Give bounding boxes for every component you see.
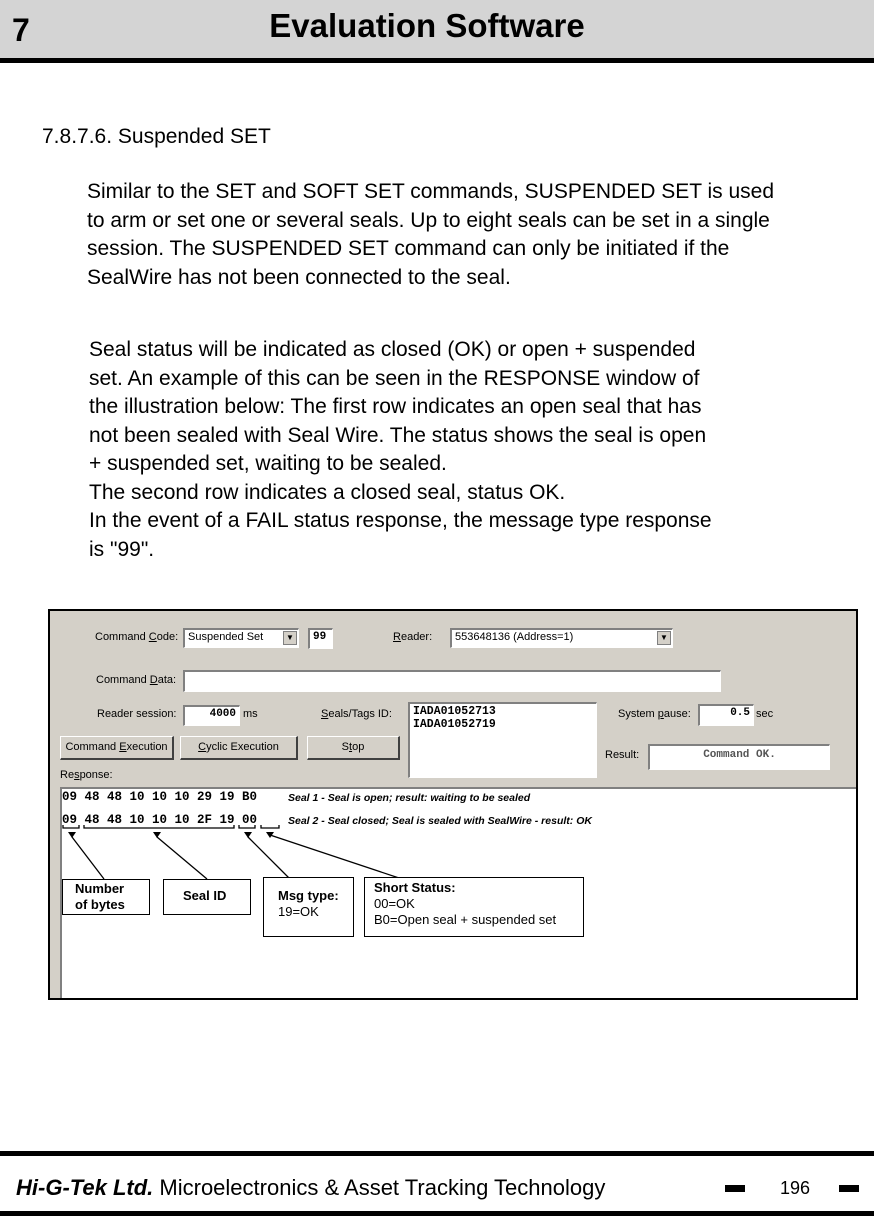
- paragraph-line: set. An example of this can be seen in the RESPONSE window of: [89, 366, 700, 390]
- command-data-label: Command Data:: [96, 674, 177, 686]
- command-data-input[interactable]: [183, 670, 721, 692]
- arrow-bytes: [72, 837, 104, 879]
- callout-text: B0=Open seal + suspended set: [374, 912, 557, 927]
- callout-text: 00=OK: [374, 896, 415, 911]
- response-row-1-comment: Seal 1 - Seal is open; result: waiting to be sealed: [288, 792, 531, 804]
- callout-text: of bytes: [75, 897, 125, 912]
- reader-session-label: Reader session:: [97, 708, 177, 720]
- arrowhead-icon: [244, 832, 252, 838]
- stop-button[interactable]: Stop: [307, 736, 400, 760]
- callout-short-status: [364, 877, 584, 937]
- footer-dash-icon: [725, 1185, 745, 1192]
- company-tagline: Microelectronics & Asset Tracking Technology: [153, 1175, 606, 1200]
- paragraph-status: [89, 336, 849, 564]
- paragraph-line: the illustration below: The first row indicates an open seal that has: [89, 395, 702, 418]
- response-window[interactable]: [60, 787, 858, 999]
- footer-rule-top: [0, 1151, 874, 1156]
- arrowhead-icon: [266, 832, 274, 838]
- footer-text: [16, 1175, 605, 1201]
- arrow-msg-type: [248, 837, 290, 879]
- callout-text: Number: [75, 881, 125, 896]
- cyclic-execution-button[interactable]: Cyclic Execution: [180, 736, 298, 760]
- chapter-number: 7: [12, 12, 30, 48]
- response-row-1: 09 48 48 10 10 10 29 19 B0: [62, 790, 258, 804]
- reader-session-unit: ms: [243, 708, 258, 720]
- header-rule: [0, 58, 874, 63]
- arrow-seal-id: [157, 837, 207, 879]
- reader-label: Reader:: [393, 631, 433, 643]
- paragraph-line: The second row indicates a closed seal, status OK.: [89, 480, 566, 504]
- paragraph-line: is "99".: [89, 537, 155, 561]
- result-label: Result:: [605, 749, 640, 761]
- command-code-select[interactable]: Suspended Set ▼: [183, 628, 299, 648]
- chevron-down-icon[interactable]: ▼: [283, 631, 297, 645]
- footer-dash-icon: [839, 1185, 859, 1192]
- callout-msg-type: [263, 877, 354, 937]
- bracket-msg-type: [239, 825, 255, 828]
- reader-session-input[interactable]: 4000: [183, 705, 240, 726]
- callout-text: Msg type:: [278, 888, 339, 903]
- chapter-header: [0, 0, 874, 58]
- bracket-bytes: [63, 825, 79, 828]
- callout-seal-id: Seal ID: [163, 879, 251, 915]
- reader-select[interactable]: 553648136 (Address=1) ▼: [450, 628, 673, 648]
- company-name: Hi-G-Tek Ltd.: [16, 1175, 154, 1200]
- paragraph-line: not been sealed with Seal Wire. The status shows the seal is open: [89, 423, 707, 447]
- callout-number-of-bytes: [62, 879, 150, 915]
- arrowhead-icon: [68, 832, 76, 838]
- bracket-status: [261, 825, 279, 828]
- paragraph-intro: Similar to the SET and SOFT SET commands, SUSPENDED SET is used to arm or set one or several seals. Up to eight seals can be set in a single session. The SUSPENDED SET command can only be initiated if the SealWire has not been connected to the seal.: [87, 180, 775, 289]
- command-number-field[interactable]: 99: [308, 628, 333, 649]
- command-execution-button[interactable]: Command Execution: [60, 736, 174, 760]
- system-pause-label: System pause:: [618, 708, 691, 720]
- system-pause-input[interactable]: 0.5: [698, 704, 754, 726]
- chevron-down-icon[interactable]: ▼: [657, 631, 671, 645]
- seal-id-entry: IADA01052719: [413, 718, 496, 731]
- seal-id-entry: IADA01052713: [413, 705, 496, 718]
- seals-tags-label: Seals/Tags ID:: [321, 708, 392, 720]
- footer-rule-bottom: [0, 1211, 874, 1216]
- arrowhead-icon: [153, 832, 161, 838]
- app-screenshot: [48, 609, 858, 1000]
- result-display: Command OK.: [648, 744, 830, 770]
- section-title: 7.8.7.6. Suspended SET: [42, 125, 271, 148]
- response-label: Response:: [60, 769, 113, 781]
- system-pause-unit: sec: [756, 708, 774, 720]
- paragraph-line: Seal status will be indicated as closed (OK) or open + suspended: [89, 338, 696, 361]
- bracket-seal-id: [84, 825, 234, 828]
- page-number: 196: [780, 1178, 811, 1198]
- arrow-status: [270, 835, 402, 879]
- paragraph-line: In the event of a FAIL status response, the message type response: [89, 509, 712, 532]
- paragraph-line: + suspended set, waiting to be sealed.: [89, 452, 447, 475]
- response-row-2-comment: Seal 2 - Seal closed; Seal is sealed with SealWire - result: OK: [288, 815, 592, 827]
- seals-tags-textarea[interactable]: [408, 702, 597, 778]
- response-row-2: 09 48 48 10 10 10 2F 19 00: [62, 813, 258, 827]
- command-code-label: Command Code:: [95, 631, 179, 643]
- callout-text: 19=OK: [278, 904, 319, 919]
- chapter-title: Evaluation Software: [269, 7, 585, 44]
- callout-text: Short Status:: [374, 880, 456, 895]
